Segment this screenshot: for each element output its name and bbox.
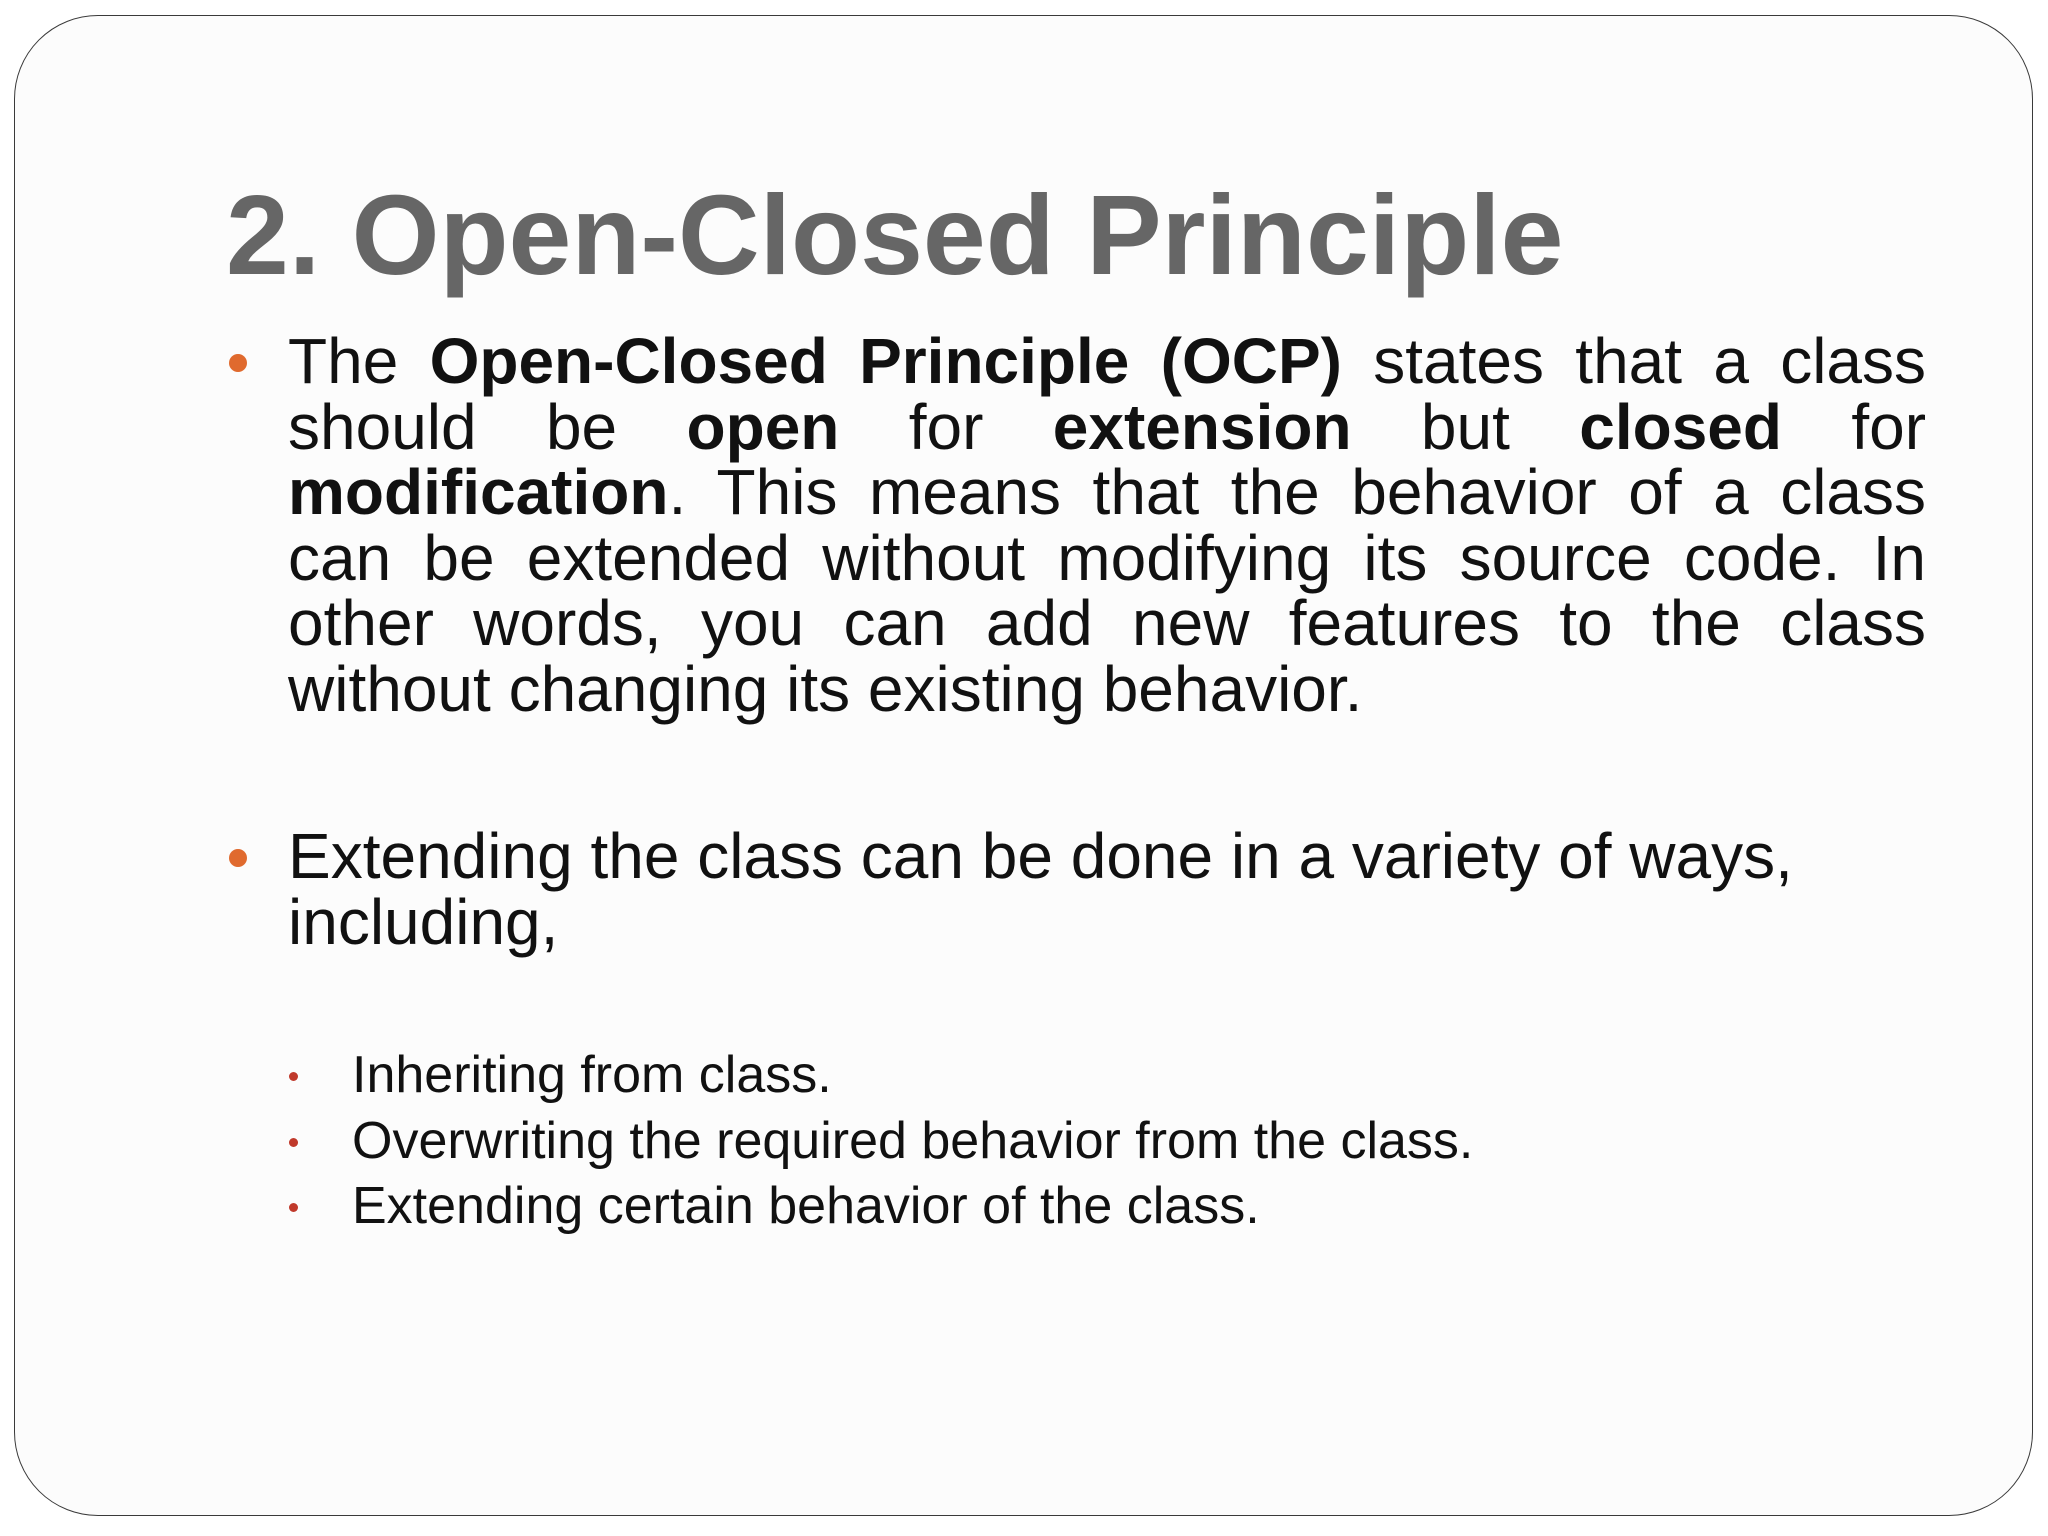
bold-term-modification: modification bbox=[288, 456, 669, 528]
sub-bullet-item bbox=[352, 1109, 1473, 1175]
bold-term-closed: closed bbox=[1579, 390, 1782, 463]
text-segment: for bbox=[839, 390, 1053, 463]
text-segment: states that a class should be bbox=[288, 325, 1927, 463]
bullet-extending-ways bbox=[288, 820, 1926, 958]
bold-term-extension: extension bbox=[1052, 390, 1352, 463]
sub-bullet-dot-icon bbox=[289, 1072, 298, 1081]
sub-bullet-item bbox=[352, 1043, 1473, 1109]
text-segment: . This means that the behavior of a class can be extended without modifying its source code. In other words, you can add new features to the class without changing its existing behavior. bbox=[288, 456, 1926, 725]
sub-bullet-list bbox=[352, 1043, 1473, 1240]
bullet-ocp-definition bbox=[288, 325, 1927, 725]
text-segment: but bbox=[1351, 390, 1580, 463]
text-segment: The bbox=[288, 325, 430, 397]
bullet-dot-icon bbox=[229, 849, 247, 867]
bold-term-ocp: Open-Closed Principle (OCP) bbox=[429, 325, 1342, 397]
bullet-text: Extending the class can be done in a variety of ways, including, bbox=[288, 820, 1793, 958]
sub-bullet-item bbox=[352, 1174, 1473, 1240]
sub-bullet-text: Inheriting from class. bbox=[352, 1046, 832, 1104]
sub-bullet-text: Extending certain behavior of the class. bbox=[352, 1177, 1260, 1235]
sub-bullet-dot-icon bbox=[289, 1203, 298, 1212]
text-segment: for bbox=[1781, 390, 1927, 463]
sub-bullet-text: Overwriting the required behavior from the class. bbox=[352, 1111, 1474, 1170]
bold-term-open: open bbox=[686, 390, 840, 463]
sub-bullet-dot-icon bbox=[289, 1138, 298, 1147]
slide-title: 2. Open-Closed Principle bbox=[226, 172, 1564, 298]
bullet-dot-icon bbox=[229, 354, 247, 372]
